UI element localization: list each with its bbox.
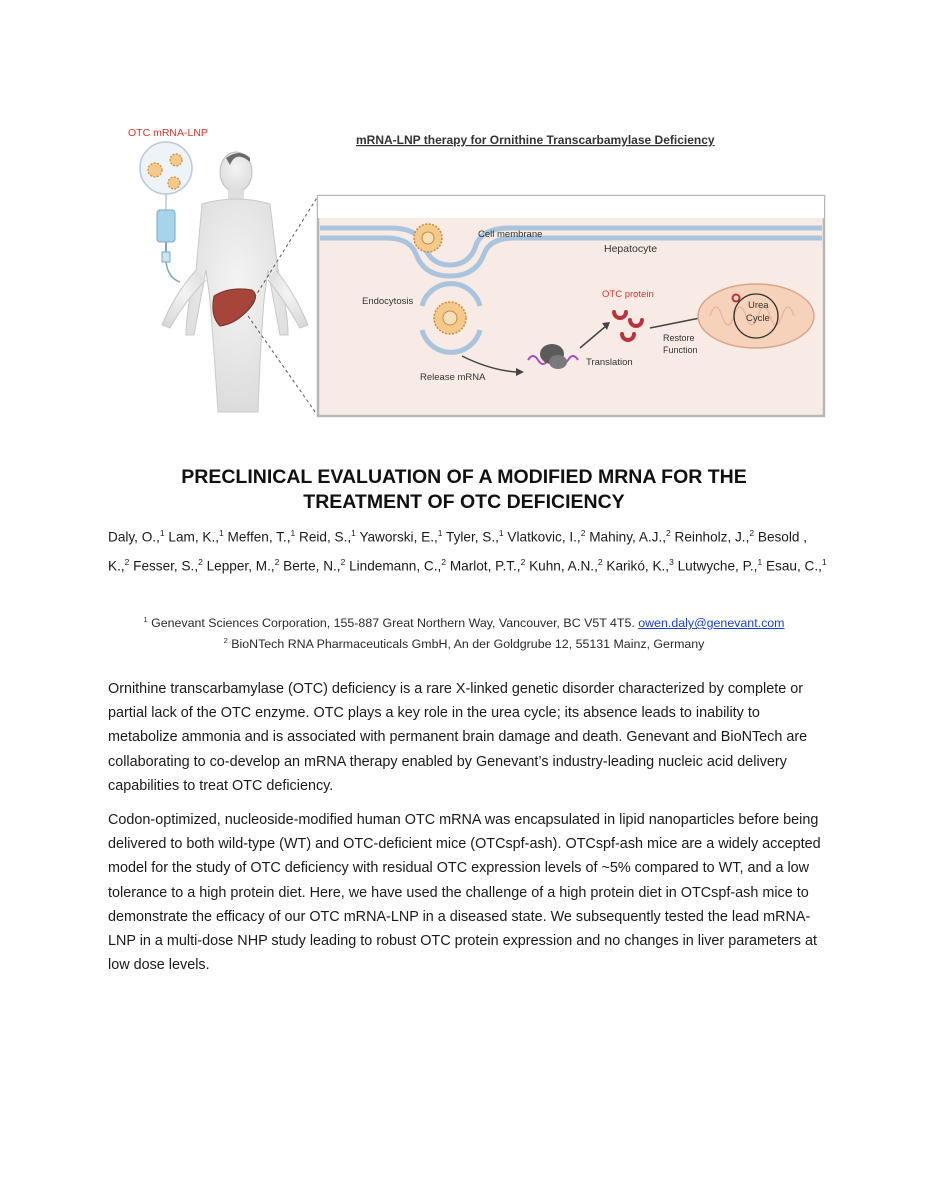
author-name: Karikó, K., [606,558,670,574]
figure-illustration [110,120,830,420]
author-affiliation-marker: 1 [290,528,296,538]
author-affiliation-marker: 1 [821,556,827,567]
affiliations [108,611,820,653]
author-affiliation-marker: 1 [219,528,224,538]
author-name: Kuhn, A.N., [529,558,598,574]
author-affiliation-marker: 2 [749,528,755,538]
author-list [108,521,828,578]
iv-bag-icon [157,194,180,282]
author-name: Lindemann, C., [349,558,442,574]
author-affiliation-marker: 1 [757,556,763,567]
author-name: Reid, S., [299,529,352,545]
author-affiliation-marker: 2 [520,556,526,567]
author-name: Tyler, S., [446,529,499,545]
translation-label: Translation [586,357,633,368]
author-name: Yaworski, E., [359,529,438,545]
author-name: Esau, C., [765,558,822,574]
affiliation-1-marker: 1 [143,615,148,624]
paper-title [108,465,820,515]
hepatocyte-label: Hepatocyte [604,243,658,255]
affiliation-1-text: Genevant Sciences Corporation, 155-887 Great Northern Way, Vancouver, BC V5T 4T5. [151,616,635,631]
author-affiliation-marker: 2 [274,556,280,567]
author-name: Meffen, T., [227,529,291,545]
author-name: Daly, O., [108,529,160,545]
cycle-label: Cycle [746,313,770,324]
author-name: Lam, K., [168,529,220,545]
author-name: Reinholz, J., [674,529,750,545]
author-affiliation-marker: 1 [498,528,504,538]
affiliation-1 [108,611,820,632]
author-affiliation-marker: 3 [669,556,674,567]
cell-membrane-label: Cell membrane [478,229,543,240]
abstract-paragraph-2: Codon-optimized, nucleoside-modified human OTC mRNA was encapsulated in lipid nanoparticles before being delivered to both wild-type (WT) and OTC-deficient mice (OTCspf-ash). OTCspf-ash mice are a widely accepted model for the study of OTC deficiency with residual OTC expression levels of ~5% compared to WT, and a low tolerance to a high protein diet. Here, we have used the challenge of a high protein diet in OTCspf-ash mice to demonstrate the efficacy of our OTC mRNA-LNP in a diseased state. We subsequently tested the lead mRNA-LNP in a multi-dose NHP study leading to robust OTC protein expression and no changes in liver parameters at low dose levels. [108,812,821,974]
author-affiliation-marker: 2 [597,556,603,567]
author-name: Besold , K., [108,529,807,574]
author-affiliation-marker: 2 [666,528,671,538]
title-line-1: PRECLINICAL EVALUATION OF A MODIFIED MRNA FOR THE [181,466,747,488]
author-name: Fesser, S., [133,558,199,574]
restore-label: Restore [663,333,695,343]
affiliation-2-text: BioNTech RNA Pharmaceuticals GmbH, An der Goldgrube 12, 55131 Mainz, Germany [231,637,705,652]
function-label: Function [663,345,698,355]
affiliation-2 [108,632,820,653]
lnp-label: OTC mRNA-LNP [128,127,208,139]
mrna-lnp-figure [110,120,830,420]
title-line-2: TREATMENT OF OTC DEFICIENCY [303,491,625,513]
lnp-entering-icon [414,224,442,252]
author-affiliation-marker: 1 [351,528,356,538]
author-affiliation-marker: 1 [437,528,443,538]
author-affiliation-marker: 2 [441,556,447,567]
author-name: Marlot, P.T., [449,558,521,574]
author-affiliation-marker: 2 [580,528,586,538]
author-name: Mahiny, A.J., [589,529,667,545]
author-name: Lutwyche, P., [677,558,758,574]
affiliation-2-marker: 2 [223,636,228,646]
urea-label: Urea [748,300,769,311]
figure-title: mRNA-LNP therapy for Ornithine Transcarbamylase Deficiency [356,133,715,147]
author-affiliation-marker: 2 [198,556,203,567]
author-name: Berte, N., [283,558,341,574]
author-affiliation-marker: 1 [159,528,165,538]
human-body-icon [162,152,308,412]
author-affiliation-marker: 2 [124,556,130,567]
author-affiliation-marker: 2 [340,556,346,567]
abstract-paragraph-1: Ornithine transcarbamylase (OTC) deficiency is a rare X-linked genetic disorder characterized by complete or partial lack of the OTC enzyme. OTC plays a key role in the urea cycle; its absence leads to inability to metabolize ammonia and is associated with permanent brain damage and death. Genevant and BioNTech are collaborating to co-develop an mRNA therapy enabled by Genevant’s industry-leading nucleic acid delivery capabilities to treat OTC deficiency. [108,681,808,794]
release-mrna-label: Release mRNA [420,372,486,383]
author-name: Lepper, M., [206,558,275,574]
lnp-particle-icon [140,142,192,194]
author-name: Vlatkovic, I., [507,529,581,545]
otc-protein-label: OTC protein [602,289,654,300]
contact-email-link[interactable]: owen.daly@genevant.com [638,616,785,631]
endocytosis-label: Endocytosis [362,296,414,307]
